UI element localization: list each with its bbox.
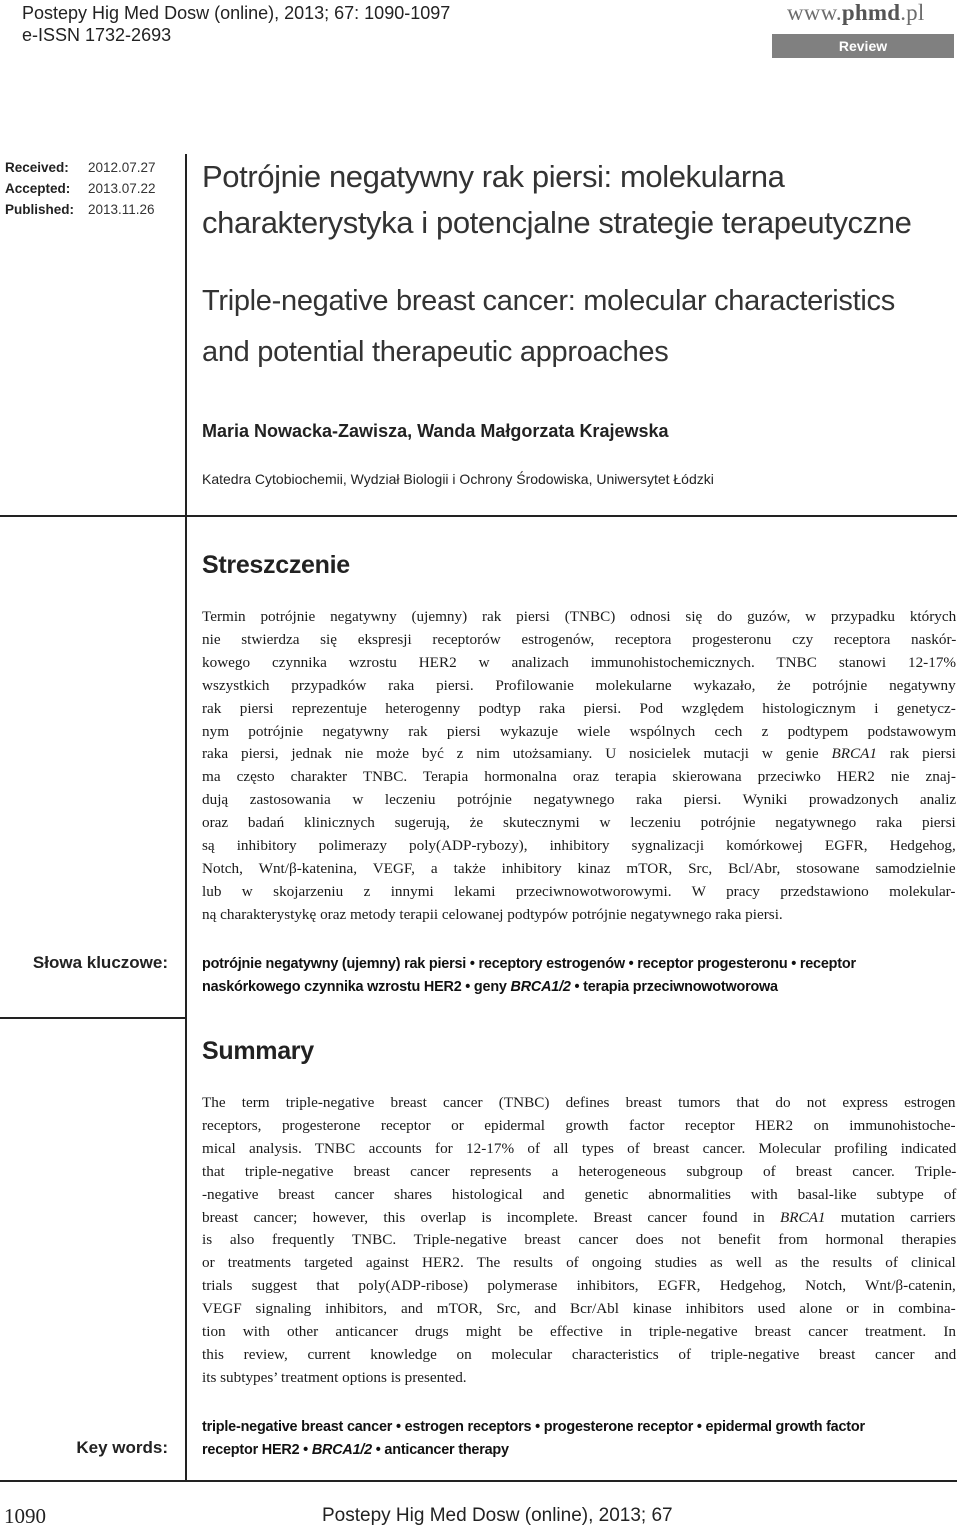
vertical-rule-bottom [185, 1019, 187, 1481]
horizontal-rule-2 [0, 1017, 187, 1019]
journal-citation: Postepy Hig Med Dosw (online), 2013; 67: 1090-1097 [22, 3, 451, 23]
title-polish: Potrójnie negatywny rak piersi: molekularna charakterystyka i potencjalne strategie terapeutyczne [202, 159, 912, 240]
streszczenie-line: oraz badań klinicznych sugerują, że skutecznymi w leczeniu potrójnie negatywnego raka piersi [202, 814, 956, 832]
streszczenie-line: wszystkich przypadków raka piersi. Profilowanie molekularne wykazało, że potrójnie negatywny [202, 676, 956, 694]
streszczenie-line: rak piersi reprezentuje heterogenny podtyp raka piersi. Pod względem histologicznym i genetycz- [202, 699, 956, 717]
summary-line: its subtypes’ treatment options is presented. [202, 1368, 467, 1386]
streszczenie-line: dują zastosowania w leczeniu potrójnie negatywnego raka piersi. Wyniki prowadzonych analiz [202, 791, 957, 809]
streszczenie-body [202, 606, 956, 927]
article-type-badge: Review [772, 34, 954, 58]
summary-line: mical analysis. TNBC accounts for 12-17% of all types of breast cancer. Molecular profiling indicated [202, 1139, 957, 1157]
streszczenie-line: Termin potrójnie negatywny (ujemny) rak piersi (TNBC) odnosi się do guzów, w przypadku których [202, 608, 957, 625]
keywords-en-label: Key words: [76, 1438, 168, 1457]
streszczenie-line: są inhibitory polimerazy poly(ADP-rybozy), inhibitory sygnalizacji komórkowej EGFR, Hedgehog, [202, 837, 956, 855]
title-english: Triple-negative breast cancer: molecular characteristics and potential therapeutic approaches [202, 285, 895, 368]
affiliation: Katedra Cytobiochemii, Wydział Biologii i Ochrony Środowiska, Uniwersytet Łódzki [202, 471, 714, 487]
streszczenie-line: nym potrójnie negatywny rak piersi wykazuje wiele wspólnych cech z podtypem podstawowym [202, 722, 957, 740]
vertical-rule-middle [185, 517, 187, 1019]
summary-body [202, 1092, 956, 1390]
date-row-received: Received: 2012.07.27 [5, 160, 156, 175]
horizontal-rule-footer [0, 1480, 957, 1482]
keywords-en: triple-negative breast cancer • estrogen receptors • progesterone receptor • epidermal growth factor receptor HER2 • BRCA1/2 • anticancer therapy [202, 1419, 865, 1458]
summary-line: -negative breast cancer shares histological and genetic abnormalities with basal-like subtype of [202, 1185, 957, 1203]
summary-line: trials suggest that poly(ADP-ribose) polymerase inhibitors, EGFR, Hedgehog, Notch, Wnt/β-catenin, [202, 1277, 956, 1295]
summary-line: or treatments targeted against HER2. The results of ongoing studies as well as the results of clinical [202, 1254, 956, 1272]
date-row-accepted: Accepted: 2013.07.22 [5, 181, 156, 196]
vertical-rule-top [185, 154, 187, 516]
summary-line: is also frequently TNBC. Triple-negative breast cancer does not benefit from hormonal therapies [202, 1231, 957, 1249]
summary-line: tion with other anticancer drugs might be effective in triple-negative breast cancer treatment. In [202, 1323, 956, 1341]
publication-dates [5, 157, 156, 220]
streszczenie-line: nie stwierdza się ekspresji receptorów estrogenów, receptora progesteronu czy receptora naskór- [202, 630, 957, 648]
summary-line: VEGF signaling inhibitors, and mTOR, Src, and Bcr/Abl kinase inhibitors used alone or in combina- [202, 1300, 956, 1318]
summary-line: receptors, progesterone receptor or epidermal growth factor receptor HER2 on immunohistoche- [202, 1116, 956, 1134]
streszczenie-line: ną charakterystykę oraz metody terapii celowanej podtypów potrójnie negatywnego raka piersi. [202, 905, 783, 923]
streszczenie-line: Notch, Wnt/β-katenina, VEGF, a także inhibitory kinaz mTOR, Src, Bcl/Abr, stosowane samodzielnie [202, 859, 956, 877]
keywords-pl: potrójnie negatywny (ujemny) rak piersi • receptory estrogenów • receptor progesteronu • receptor naskórkowego czynnika wzrostu HER2 • geny BRCA1/2 • terapia przeciwnowotworowa [202, 956, 856, 995]
streszczenie-line: raka piersi, jednak nie może być z nim utożsamiany. U nosicielek mutacji w genie BRCA1 rak piersi [202, 745, 956, 763]
footer-journal: Postepy Hig Med Dosw (online), 2013; 67 [322, 1505, 673, 1526]
streszczenie-line: lub w skojarzeniu z innymi lekami przeciwnowotworowymi. W pracy przedstawiono molekular- [202, 882, 956, 900]
summary-line: The term triple-negative breast cancer (TNBC) defines breast tumors that do not express estrogen [202, 1094, 956, 1111]
summary-line: that triple-negative breast cancer represents a heterogeneous subgroup of breast cancer. Triple- [202, 1162, 957, 1180]
summary-heading: Summary [202, 1037, 314, 1065]
journal-issn: e-ISSN 1732-2693 [22, 25, 172, 45]
journal-website[interactable]: www.phmd.pl [787, 0, 925, 25]
summary-line: breast cancer; however, this overlap is incomplete. Breast cancer found in BRCA1 mutation carriers [202, 1208, 956, 1226]
streszczenie-heading: Streszczenie [202, 551, 350, 579]
streszczenie-line: ma często charakter TNBC. Terapia hormonalna oraz terapia skierowana przeciwko HER2 nie znaj- [202, 768, 956, 786]
streszczenie-line: kowego czynnika wzrostu HER2 w analizach immunohistochemicznych. TNBC stanowi 12-17% [202, 653, 957, 671]
page-number: 1090 [4, 1504, 46, 1528]
authors: Maria Nowacka-Zawisza, Wanda Małgorzata Krajewska [202, 421, 669, 441]
horizontal-rule-1 [0, 515, 957, 517]
keywords-pl-label: Słowa kluczowe: [32, 953, 168, 972]
date-row-published: Published: 2013.11.26 [5, 202, 155, 217]
summary-line: this review, current knowledge on molecular characteristics of triple-negative breast cancer and [202, 1345, 957, 1363]
